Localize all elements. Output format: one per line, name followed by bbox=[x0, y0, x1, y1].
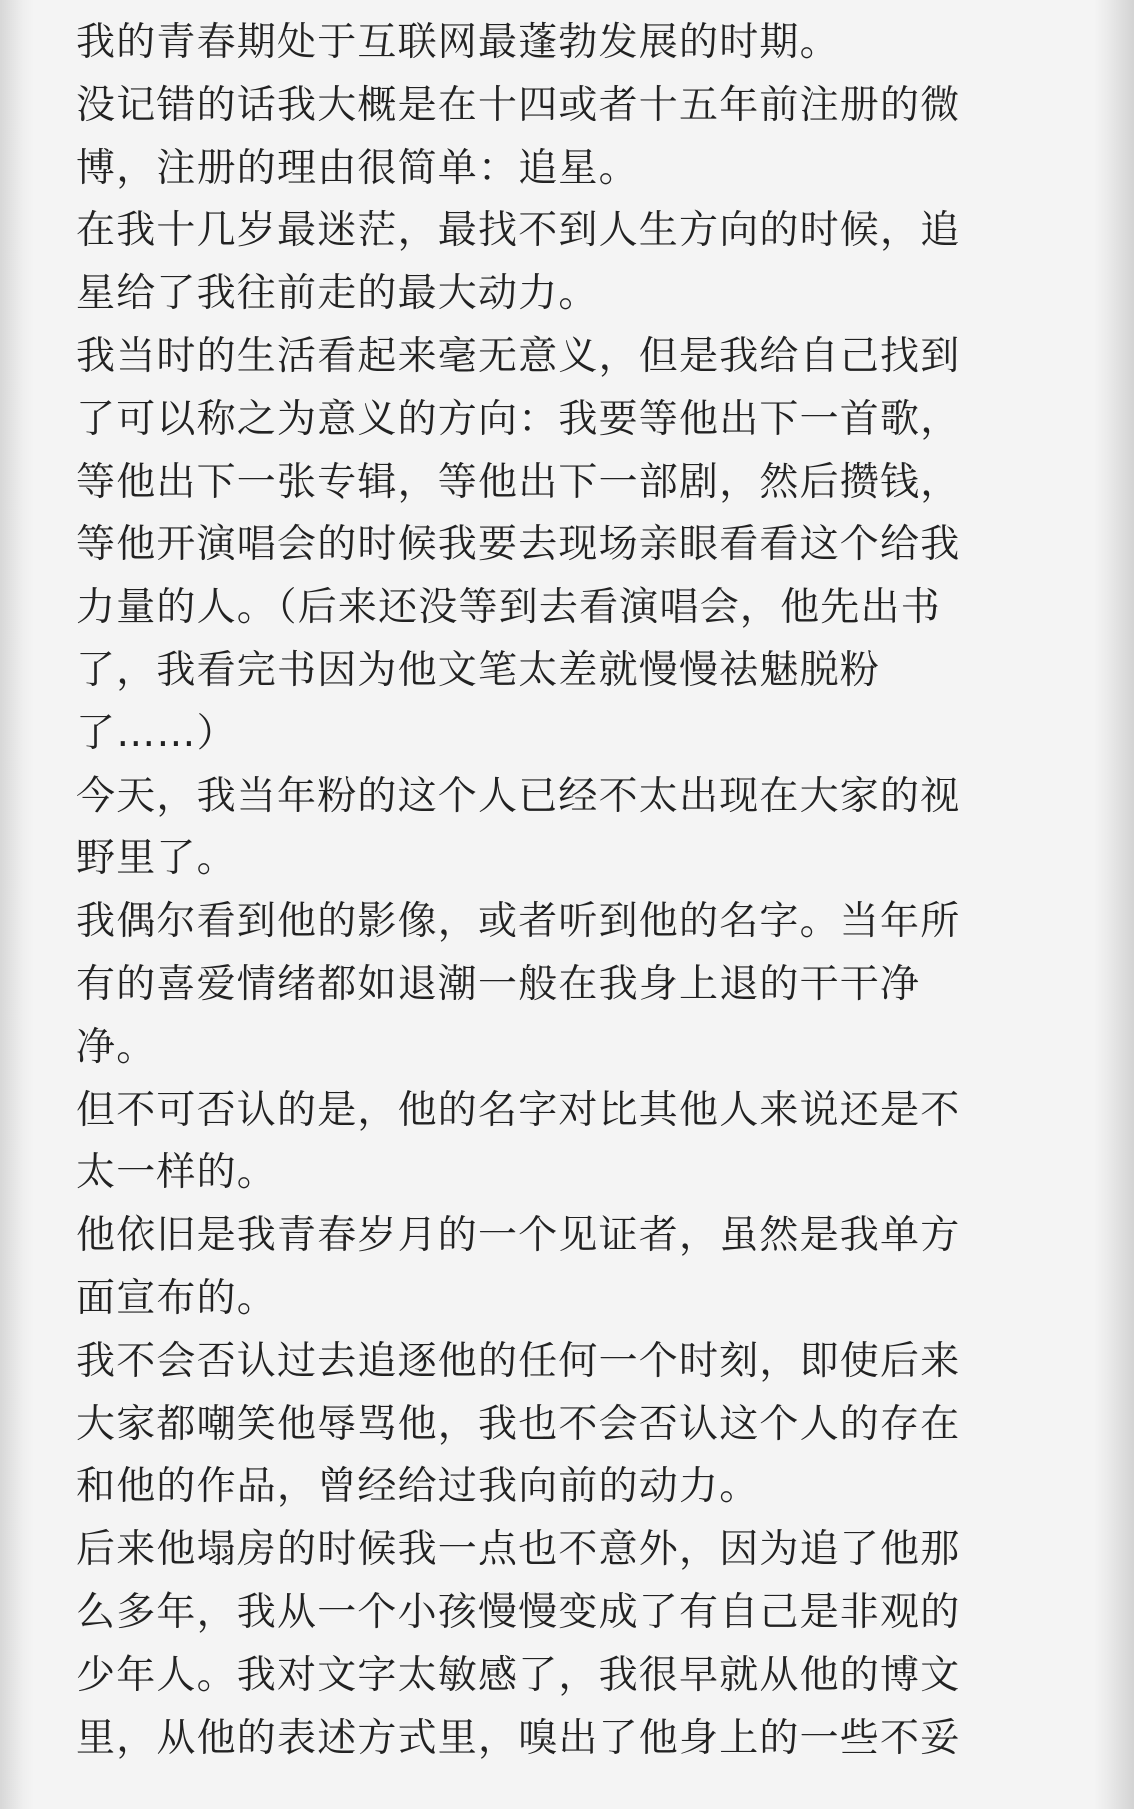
text-line: 了……） bbox=[76, 710, 237, 756]
text-line: 等他开演唱会的时候我要去现场亲眼看看这个给我 bbox=[76, 522, 961, 568]
text-line: 后来他塌房的时候我一点也不意外，因为追了他那 bbox=[76, 1527, 961, 1573]
text-line: 了，我看完书因为他文笔太差就慢慢祛魅脱粉 bbox=[76, 647, 881, 693]
text-line: 少年人。我对文字太敏感了，我很早就从他的博文 bbox=[76, 1652, 961, 1698]
text-line: 他依旧是我青春岁月的一个见证者，虽然是我单方 bbox=[76, 1213, 961, 1259]
text-line: 净。 bbox=[76, 1024, 157, 1070]
text-line: 太一样的。 bbox=[76, 1150, 278, 1196]
text-line: 我偶尔看到他的影像，或者听到他的名字。当年所 bbox=[76, 899, 961, 945]
article-text bbox=[76, 12, 1100, 1770]
text-line: 今天，我当年粉的这个人已经不太出现在大家的视 bbox=[76, 773, 961, 819]
text-line: 我当时的生活看起来毫无意义，但是我给自己找到 bbox=[76, 333, 961, 379]
text-line: 和他的作品，曾经给过我向前的动力。 bbox=[76, 1464, 760, 1510]
text-line: 等他出下一张专辑，等他出下一部剧，然后攒钱， bbox=[76, 459, 961, 505]
text-line: 没记错的话我大概是在十四或者十五年前注册的微 bbox=[76, 82, 961, 128]
text-line: 但不可否认的是，他的名字对比其他人来说还是不 bbox=[76, 1087, 961, 1133]
text-line: 了可以称之为意义的方向：我要等他出下一首歌， bbox=[76, 396, 961, 442]
text-line: 面宣布的。 bbox=[76, 1275, 278, 1321]
text-line: 力量的人。（后来还没等到去看演唱会，他先出书 bbox=[76, 585, 941, 631]
right-edge-shadow bbox=[1094, 0, 1134, 1809]
text-line: 星给了我往前走的最大动力。 bbox=[76, 271, 599, 317]
text-line: 有的喜爱情绪都如退潮一般在我身上退的干干净 bbox=[76, 961, 921, 1007]
text-line: 么多年，我从一个小孩慢慢变成了有自己是非观的 bbox=[76, 1589, 961, 1635]
text-line: 里，从他的表述方式里，嗅出了他身上的一些不妥 bbox=[76, 1715, 961, 1761]
text-line: 我的青春期处于互联网最蓬勃发展的时期。 bbox=[76, 20, 840, 65]
left-edge-shadow bbox=[0, 0, 34, 1809]
text-line: 野里了。 bbox=[76, 836, 237, 882]
text-line: 我不会否认过去追逐他的任何一个时刻，即使后来 bbox=[76, 1338, 961, 1384]
text-line: 大家都嘲笑他辱骂他，我也不会否认这个人的存在 bbox=[76, 1401, 961, 1447]
text-line: 博，注册的理由很简单：追星。 bbox=[76, 145, 639, 191]
text-line: 在我十几岁最迷茫，最找不到人生方向的时候，追 bbox=[76, 208, 961, 254]
